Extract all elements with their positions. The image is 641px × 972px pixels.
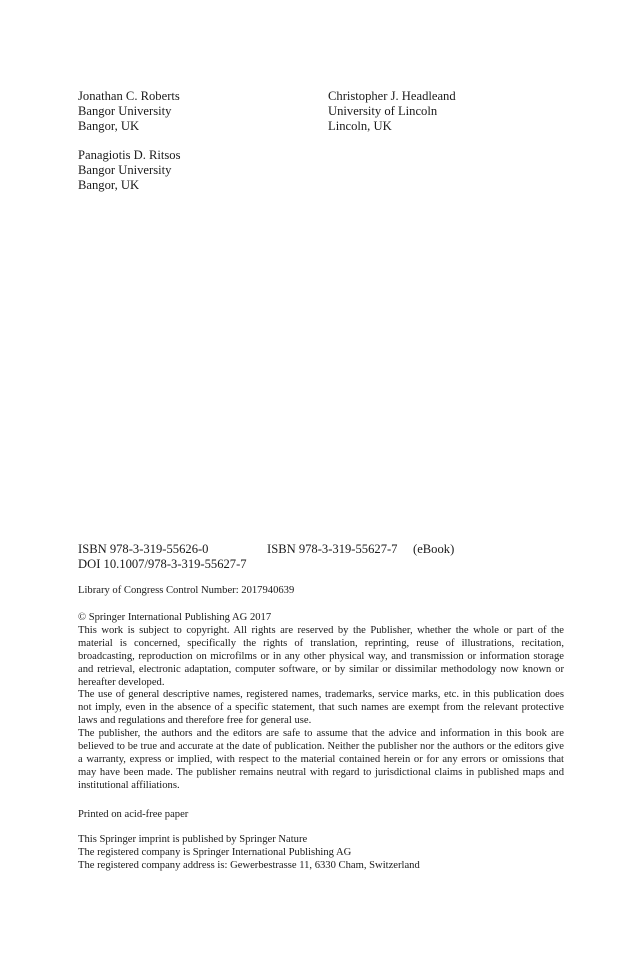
author-affiliation: Bangor University	[78, 103, 172, 118]
copyright-paragraph: This work is subject to copyright. All rights are reserved by the Publisher, whether the whole or part of the material is concerned, specifically the rights of translation, reprinting, reuse of illustrations, recitation, broadcasting, reproduction on microfilms or in any other physical way, and transmission or information storage and retrieval, electronic adaptation, computer software, or by similar or dissimilar methodology now known or hereafter developed.	[78, 624, 564, 688]
author-affiliation: Bangor University	[78, 162, 172, 177]
author-block-roberts	[78, 89, 180, 133]
isbn-print: ISBN 978-3-319-55626-0	[78, 542, 209, 556]
copyright-paragraph: The use of general descriptive names, registered names, trademarks, service marks, etc. in this publication does not imply, even in the absence of a specific statement, that such names are exempt from the relevant protective laws and regulations and therefore free for general use.	[78, 689, 564, 727]
author-location: Bangor, UK	[78, 118, 140, 133]
lccn: Library of Congress Control Number: 2017940639	[78, 585, 295, 596]
author-name: Panagiotis D. Ritsos	[78, 148, 181, 162]
author-block-ritsos	[78, 148, 181, 192]
printed-on-note: Printed on acid-free paper	[78, 809, 189, 820]
copyright-block	[78, 612, 564, 793]
author-name: Jonathan C. Roberts	[78, 89, 180, 103]
imprint-line: The registered company address is: Gewerbestrasse 11, 6330 Cham, Switzerland	[78, 859, 420, 871]
isbn-ebook: ISBN 978-3-319-55627-7	[267, 542, 398, 556]
isbn-ebook-tag: (eBook)	[413, 542, 455, 556]
copyright-notice: © Springer International Publishing AG 2017	[78, 612, 272, 623]
imprint-line: The registered company is Springer International Publishing AG	[78, 846, 352, 858]
copyright-paragraph: The publisher, the authors and the editors are safe to assume that the advice and information in this book are believed to be true and accurate at the date of publication. Neither the publisher nor the authors or the editors give a warranty, express or implied, with respect to the material contained herein or for any errors or omissions that may have been made. The publisher remains neutral with regard to jurisdictional claims in published maps and institutional affiliations.	[78, 728, 564, 791]
author-name: Christopher J. Headleand	[328, 89, 456, 103]
author-block-headleand	[328, 89, 456, 133]
imprint-block	[78, 834, 564, 873]
author-location: Lincoln, UK	[328, 118, 392, 133]
imprint-line: This Springer imprint is published by Springer Nature	[78, 834, 308, 845]
doi: DOI 10.1007/978-3-319-55627-7	[78, 557, 247, 571]
author-location: Bangor, UK	[78, 177, 140, 192]
author-affiliation: University of Lincoln	[328, 103, 438, 118]
